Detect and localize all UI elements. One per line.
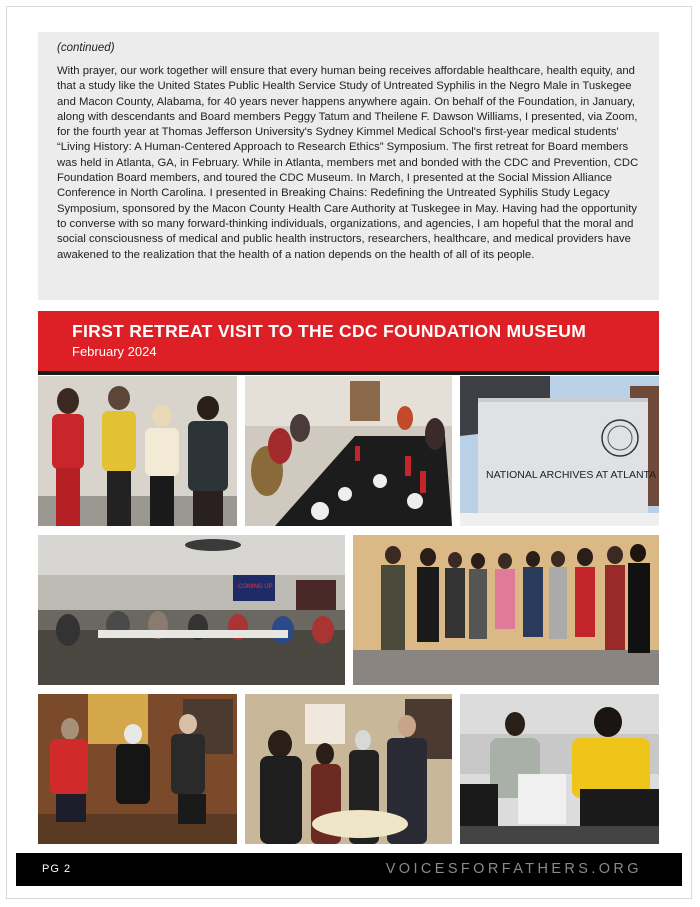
- footer-website: VOICESFORFATHERS.ORG: [385, 861, 642, 877]
- section-banner: [38, 311, 659, 371]
- photo-four-people-standing: [245, 694, 452, 844]
- continued-text-box: [38, 32, 659, 300]
- photo-four-women: [38, 376, 237, 526]
- screen-text: COMING UP: [238, 584, 273, 590]
- photo-banquet-room: [38, 535, 345, 685]
- photo-group-portrait: [353, 535, 659, 685]
- photo-retreat-dinner-table: [245, 376, 452, 526]
- banner-underline: [38, 371, 659, 375]
- banner-date: February 2024: [72, 344, 157, 359]
- page-footer: [16, 853, 682, 886]
- page-number: PG 2: [42, 863, 72, 875]
- photo-national-archives-sign: [460, 376, 659, 526]
- intro-paragraph: With prayer, our work together will ensure that every human being receives affordable healthcare, health equity, and that a study like the United States Public Health Service Study of Untreated Syphilis in the Negro Male in Tuskegee and Macon County, Alabama, for 40 years never happens anywhere again. On behalf of the Foundation, in January, along with descendants and Board members Peggy Tatum and Theilene F. Dawson Williams, I presented, via Zoom, for the fourth year at Thomas Jefferson University's Sydney Kimmel Medical School's first-year medical students' “Living History: A Human-Centered Approach to Research Ethics” Symposium. The first retreat for Board members was held in Atlanta, GA, in February. While in Atlanta, members met and bonded with the CDC and Prevention, CDC Foundation Board members, and toured the CDC Museum. In March, I presented at the Social Mission Alliance Conference in North Carolina. I presented in Breaking Chains: Redefining the Untreated Syphilis Study Legacy Symposium, sponsored by the Macon County Health Care Authority at Tuskegee in May. Having had the opportunity to converse with so many forward-thinking individuals, organizations, and agencies, I am hopeful that the moral and social consciousness of medical and public health instructors, researchers, healthcare, and medical providers have awakened to the realization that the health of a nation depends on the health of all of its people.: [57, 65, 639, 261]
- banner-title: FIRST RETREAT VISIT TO THE CDC FOUNDATION MUSEUM: [72, 321, 587, 341]
- photo-panel-speakers: [38, 694, 237, 844]
- continued-label: (continued): [57, 42, 115, 54]
- archives-sign-text: NATIONAL ARCHIVES AT ATLANTA: [486, 469, 657, 481]
- photo-two-women-laptops: [460, 694, 659, 844]
